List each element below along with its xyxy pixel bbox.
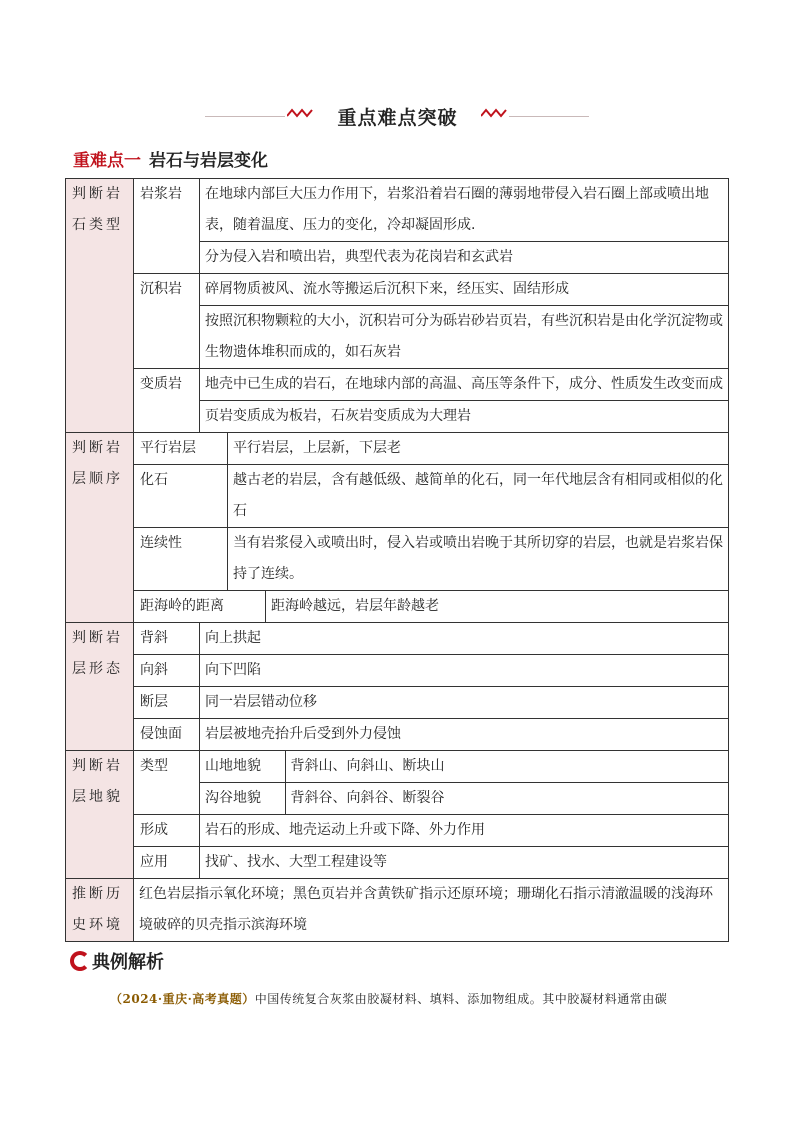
section-title: 岩石与岩层变化: [149, 151, 268, 171]
category-cell: 判断岩 层形态: [66, 623, 134, 751]
description-cell: 向下凹陷: [200, 655, 729, 687]
description-cell: 向上拱起: [200, 623, 729, 655]
description-cell: 碎屑物质被风、流水等搬运后沉积下来，经压实、固结形成: [200, 274, 729, 306]
subcategory-cell: 距海岭的距离: [134, 591, 266, 623]
description-cell: 找矿、找水、大型工程建设等: [200, 847, 729, 879]
subcategory-cell: 侵蚀面: [134, 719, 200, 751]
subcategory-cell: 向斜: [134, 655, 200, 687]
category-cell: 推断历 史环境: [66, 879, 134, 942]
description-cell: 距海岭越远，岩层年龄越老: [266, 591, 729, 623]
description-cell: 页岩变质成为板岩，石灰岩变质成为大理岩: [200, 401, 729, 433]
example-heading-text: 典例解析: [92, 952, 164, 973]
subcategory-cell: 化石: [134, 465, 228, 528]
subcategory-cell: 应用: [134, 847, 200, 879]
description-cell: 岩石的形成、地壳运动上升或下降、外力作用: [200, 815, 729, 847]
category-cell: 判断岩 层地貌: [66, 751, 134, 879]
description-cell: 分为侵入岩和喷出岩，典型代表为花岗岩和玄武岩: [200, 242, 729, 274]
landform-type-value: 背斜山、向斜山、断块山: [285, 751, 728, 783]
description-cell: 红色岩层指示氧化环境；黑色页岩并含黄铁矿指示还原环境；珊瑚化石指示清澈温暖的浅海环境破碎的贝壳指示滨海环境: [134, 879, 729, 942]
rock-table: [65, 178, 729, 942]
subcategory-cell: 形成: [134, 815, 200, 847]
c-circle-icon: [70, 951, 90, 971]
subcategory-cell: 连续性: [134, 528, 228, 591]
section-heading: [73, 146, 268, 171]
description-cell: 地壳中已生成的岩石，在地球内部的高温、高压等条件下，成分、性质发生改变而成: [200, 369, 729, 401]
description-cell: 在地球内部巨大压力作用下，岩浆沿着岩石圈的薄弱地带侵入岩石圈上部或喷出地表，随着温度、压力的变化，冷却凝固形成.: [200, 179, 729, 242]
subcategory-cell: 沉积岩: [134, 274, 200, 369]
example-source: （2024·重庆·高考真题）: [110, 992, 255, 1006]
category-cell: 判断岩 层顺序: [66, 433, 134, 623]
example-question: [110, 990, 667, 1007]
landform-type-name: 山地地貌: [200, 751, 285, 783]
subcategory-cell: 类型: [134, 751, 200, 815]
landform-type-value: 背斜谷、向斜谷、断裂谷: [290, 790, 445, 806]
subcategory-cell: 背斜: [134, 623, 200, 655]
example-text: 中国传统复合灰浆由胶凝材料、填料、添加物组成。其中胶凝材料通常由碳: [254, 992, 668, 1006]
description-cell: 平行岩层，上层新，下层老: [228, 433, 729, 465]
subcategory-cell: 断层: [134, 687, 200, 719]
section-label: 重难点一: [73, 151, 141, 171]
example-heading: [70, 948, 164, 974]
description-cell: 同一岩层错动位移: [200, 687, 729, 719]
banner-title: 重点难点突破: [337, 107, 458, 129]
subcategory-cell: 变质岩: [134, 369, 200, 433]
landform-types-cell: [200, 751, 729, 815]
banner-line-right: [509, 116, 589, 117]
subcategory-cell: 岩浆岩: [134, 179, 200, 274]
subcategory-cell: 平行岩层: [134, 433, 228, 465]
landform-type-name: 沟谷地貌: [200, 783, 285, 815]
section-banner: [205, 101, 590, 131]
zigzag-ornament-right-icon: [481, 107, 507, 121]
description-cell: 当有岩浆侵入或喷出时，侵入岩或喷出岩晚于其所切穿的岩层，也就是岩浆岩保持了连续。: [228, 528, 729, 591]
landform-types-table: [200, 751, 728, 814]
description-cell: 按照沉积物颗粒的大小，沉积岩可分为砾岩砂岩页岩，有些沉积岩是由化学沉淀物或生物遗体堆积而成的，如石灰岩: [200, 306, 729, 369]
description-cell: 岩层被地壳抬升后受到外力侵蚀: [200, 719, 729, 751]
category-cell: 判断岩 石类型: [66, 179, 134, 433]
description-cell: 越古老的岩层，含有越低级、越简单的化石，同一年代地层含有相同或相似的化石: [228, 465, 729, 528]
